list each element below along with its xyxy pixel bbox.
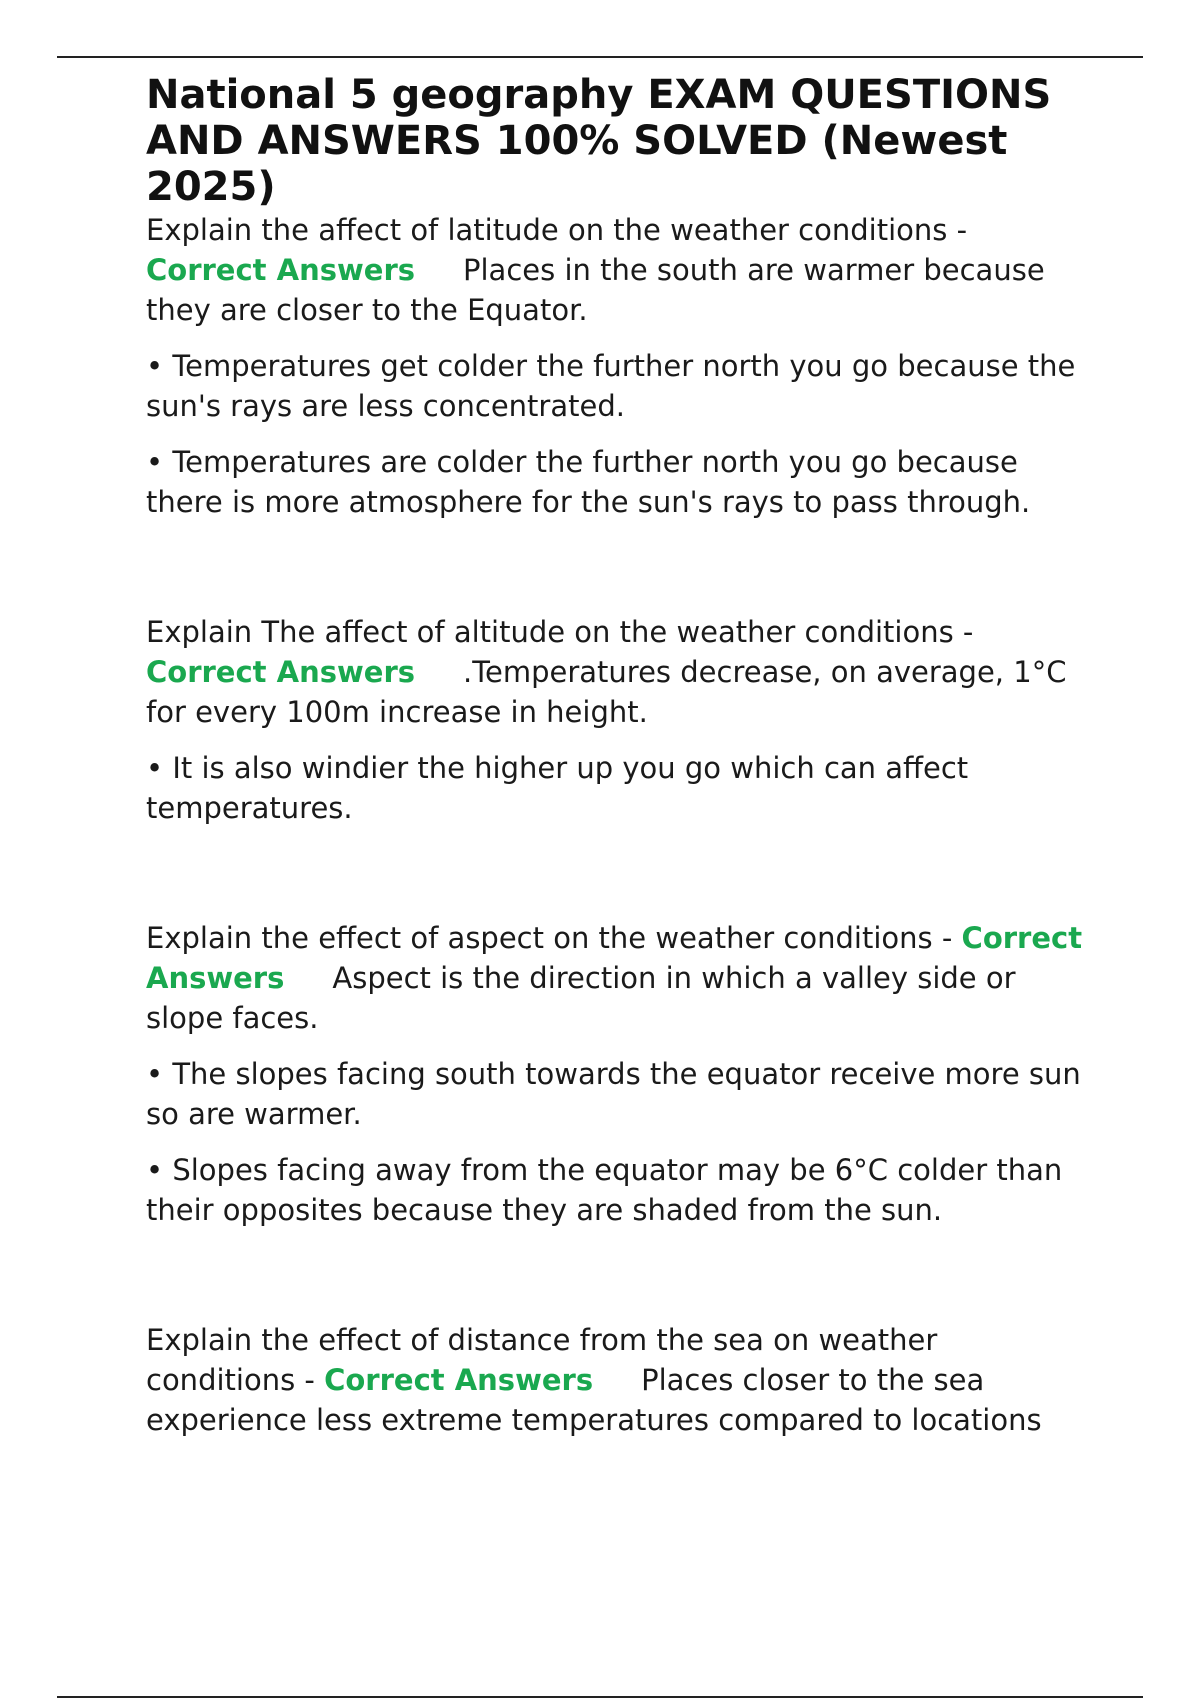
question-text: Explain The affect of altitude on the weather conditions - xyxy=(146,615,974,649)
correct-answers-label: Correct Answers xyxy=(146,655,416,689)
document-body xyxy=(146,72,1086,1530)
question-answer xyxy=(146,612,1086,732)
question-text: Explain the effect of aspect on the weather conditions - xyxy=(146,921,953,955)
correct-answers-label: Correct Answers xyxy=(324,1363,594,1397)
qa-item xyxy=(146,612,1086,828)
bullet-point: • It is also windier the higher up you go which can affect temperatures. xyxy=(146,751,969,825)
correct-answers-label: Correct Answers xyxy=(146,253,416,287)
question-text: Explain the affect of latitude on the weather conditions - xyxy=(146,213,968,247)
bottom-rule xyxy=(57,1696,1143,1698)
document-title: National 5 geography EXAM QUESTIONS AND ANSWERS 100% SOLVED (Newest 2025) xyxy=(146,72,1052,210)
question-answer xyxy=(146,210,1086,330)
bullet-point: • Temperatures are colder the further north you go because there is more atmosphere for the sun's rays to pass through. xyxy=(146,445,1031,519)
answer-text: Places in the south are warmer because they are closer to the Equator. xyxy=(146,253,1045,327)
correct-answers-label: Correct Answers xyxy=(146,921,1083,995)
qa-item xyxy=(146,1320,1086,1440)
answer-text: Places closer to the sea experience less extreme temperatures compared to locations xyxy=(146,1363,1042,1437)
question-text: Explain the effect of distance from the sea on weather conditions - xyxy=(146,1323,938,1397)
question-answer xyxy=(146,1320,1086,1440)
bullet-point: • The slopes facing south towards the equator receive more sun so are warmer. xyxy=(146,1057,1081,1131)
question-answer xyxy=(146,918,1086,1038)
bullet-point: • Slopes facing away from the equator may be 6°C colder than their opposites because they are shaded from the sun. xyxy=(146,1153,1063,1227)
top-rule xyxy=(57,56,1143,58)
answer-text: .Temperatures decrease, on average, 1°C for every 100m increase in height. xyxy=(146,655,1067,729)
answer-text: Aspect is the direction in which a valley side or slope faces. xyxy=(146,961,1016,1035)
qa-item xyxy=(146,918,1086,1230)
bullet-point: • Temperatures get colder the further north you go because the sun's rays are less concentrated. xyxy=(146,349,1076,423)
qa-item xyxy=(146,210,1086,522)
